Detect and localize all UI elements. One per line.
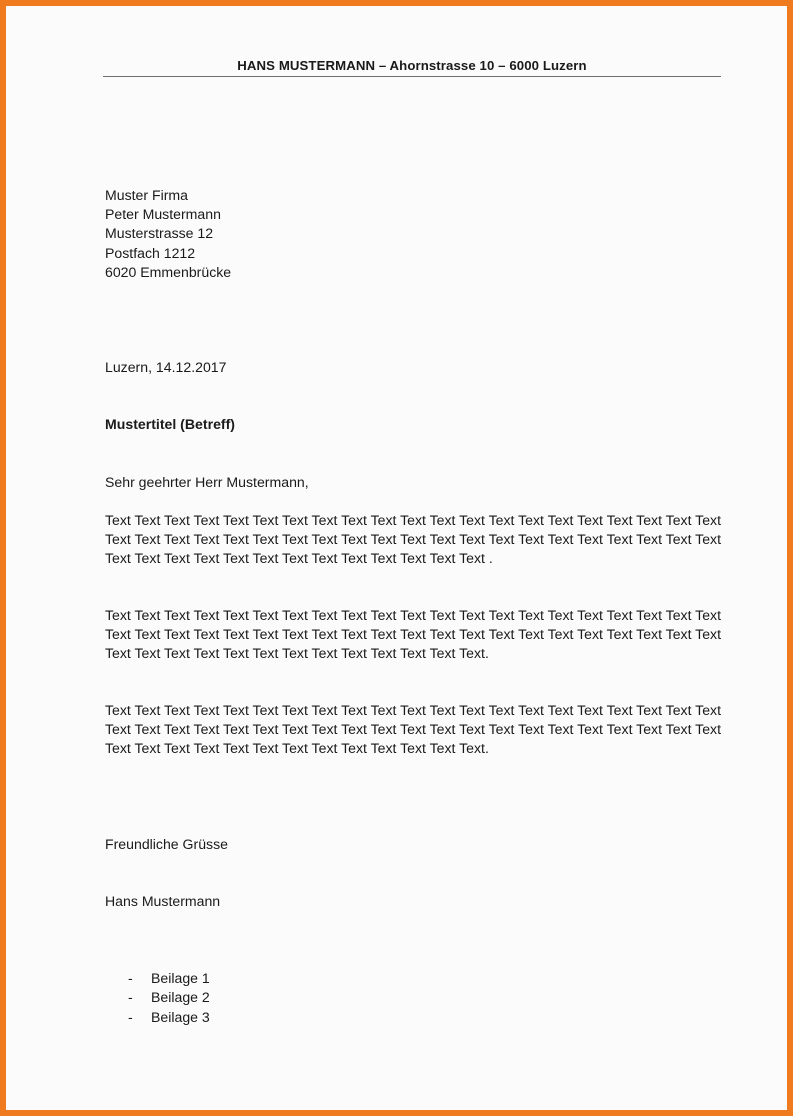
place-date: Luzern, 14.12.2017	[105, 359, 227, 375]
enclosure-list	[128, 969, 210, 1027]
salutation: Sehr geehrter Herr Mustermann,	[105, 474, 309, 490]
header-divider	[103, 76, 721, 77]
list-item	[128, 1008, 210, 1027]
recipient-address	[105, 186, 725, 282]
recipient-postbox: Postfach 1212	[105, 244, 196, 261]
sender-header: HANS MUSTERMANN – Ahornstrasse 10 – 6000 Luzern	[237, 58, 587, 73]
signature-name: Hans Mustermann	[105, 893, 221, 909]
dash-bullet: -	[128, 970, 133, 986]
enclosure-label: Beilage 2	[151, 989, 210, 1006]
enclosure-label: Beilage 1	[151, 970, 210, 986]
recipient-city: 6020 Emmenbrücke	[105, 263, 232, 280]
list-item	[128, 969, 210, 988]
closing: Freundliche Grüsse	[105, 836, 228, 852]
enclosure-label: Beilage 3	[151, 1008, 210, 1025]
recipient-company: Muster Firma	[105, 187, 189, 203]
recipient-person: Peter Mustermann	[105, 206, 221, 223]
subject-line: Mustertitel (Betreff)	[105, 416, 235, 432]
body-paragraph-3: Text Text Text Text Text Text Text Text Text Text Text Text Text Text Text Text Text Text Text Text Text Text Text Text Text Text Text Text Text Text Text Text Text Text Text Text Text Text Text Text Text Text Text Text Text Text Text Text Text Text Text Text Text Text Text.	[105, 702, 722, 757]
dash-bullet: -	[128, 989, 133, 1006]
recipient-street: Musterstrasse 12	[105, 225, 214, 242]
body-paragraph-2: Text Text Text Text Text Text Text Text Text Text Text Text Text Text Text Text Text Text Text Text Text Text Text Text Text Text Text Text Text Text Text Text Text Text Text Text Text Text Text Text Text Text Text Text Text Text Text Text Text Text Text Text Text Text Text.	[105, 607, 722, 662]
body-paragraph-1: Text Text Text Text Text Text Text Text Text Text Text Text Text Text Text Text Text Text Text Text Text Text Text Text Text Text Text Text Text Text Text Text Text Text Text Text Text Text Text Text Text Text Text Text Text Text Text Text Text Text Text Text Text Text Text .	[105, 512, 722, 567]
dash-bullet: -	[128, 1008, 133, 1025]
list-item	[128, 988, 210, 1007]
